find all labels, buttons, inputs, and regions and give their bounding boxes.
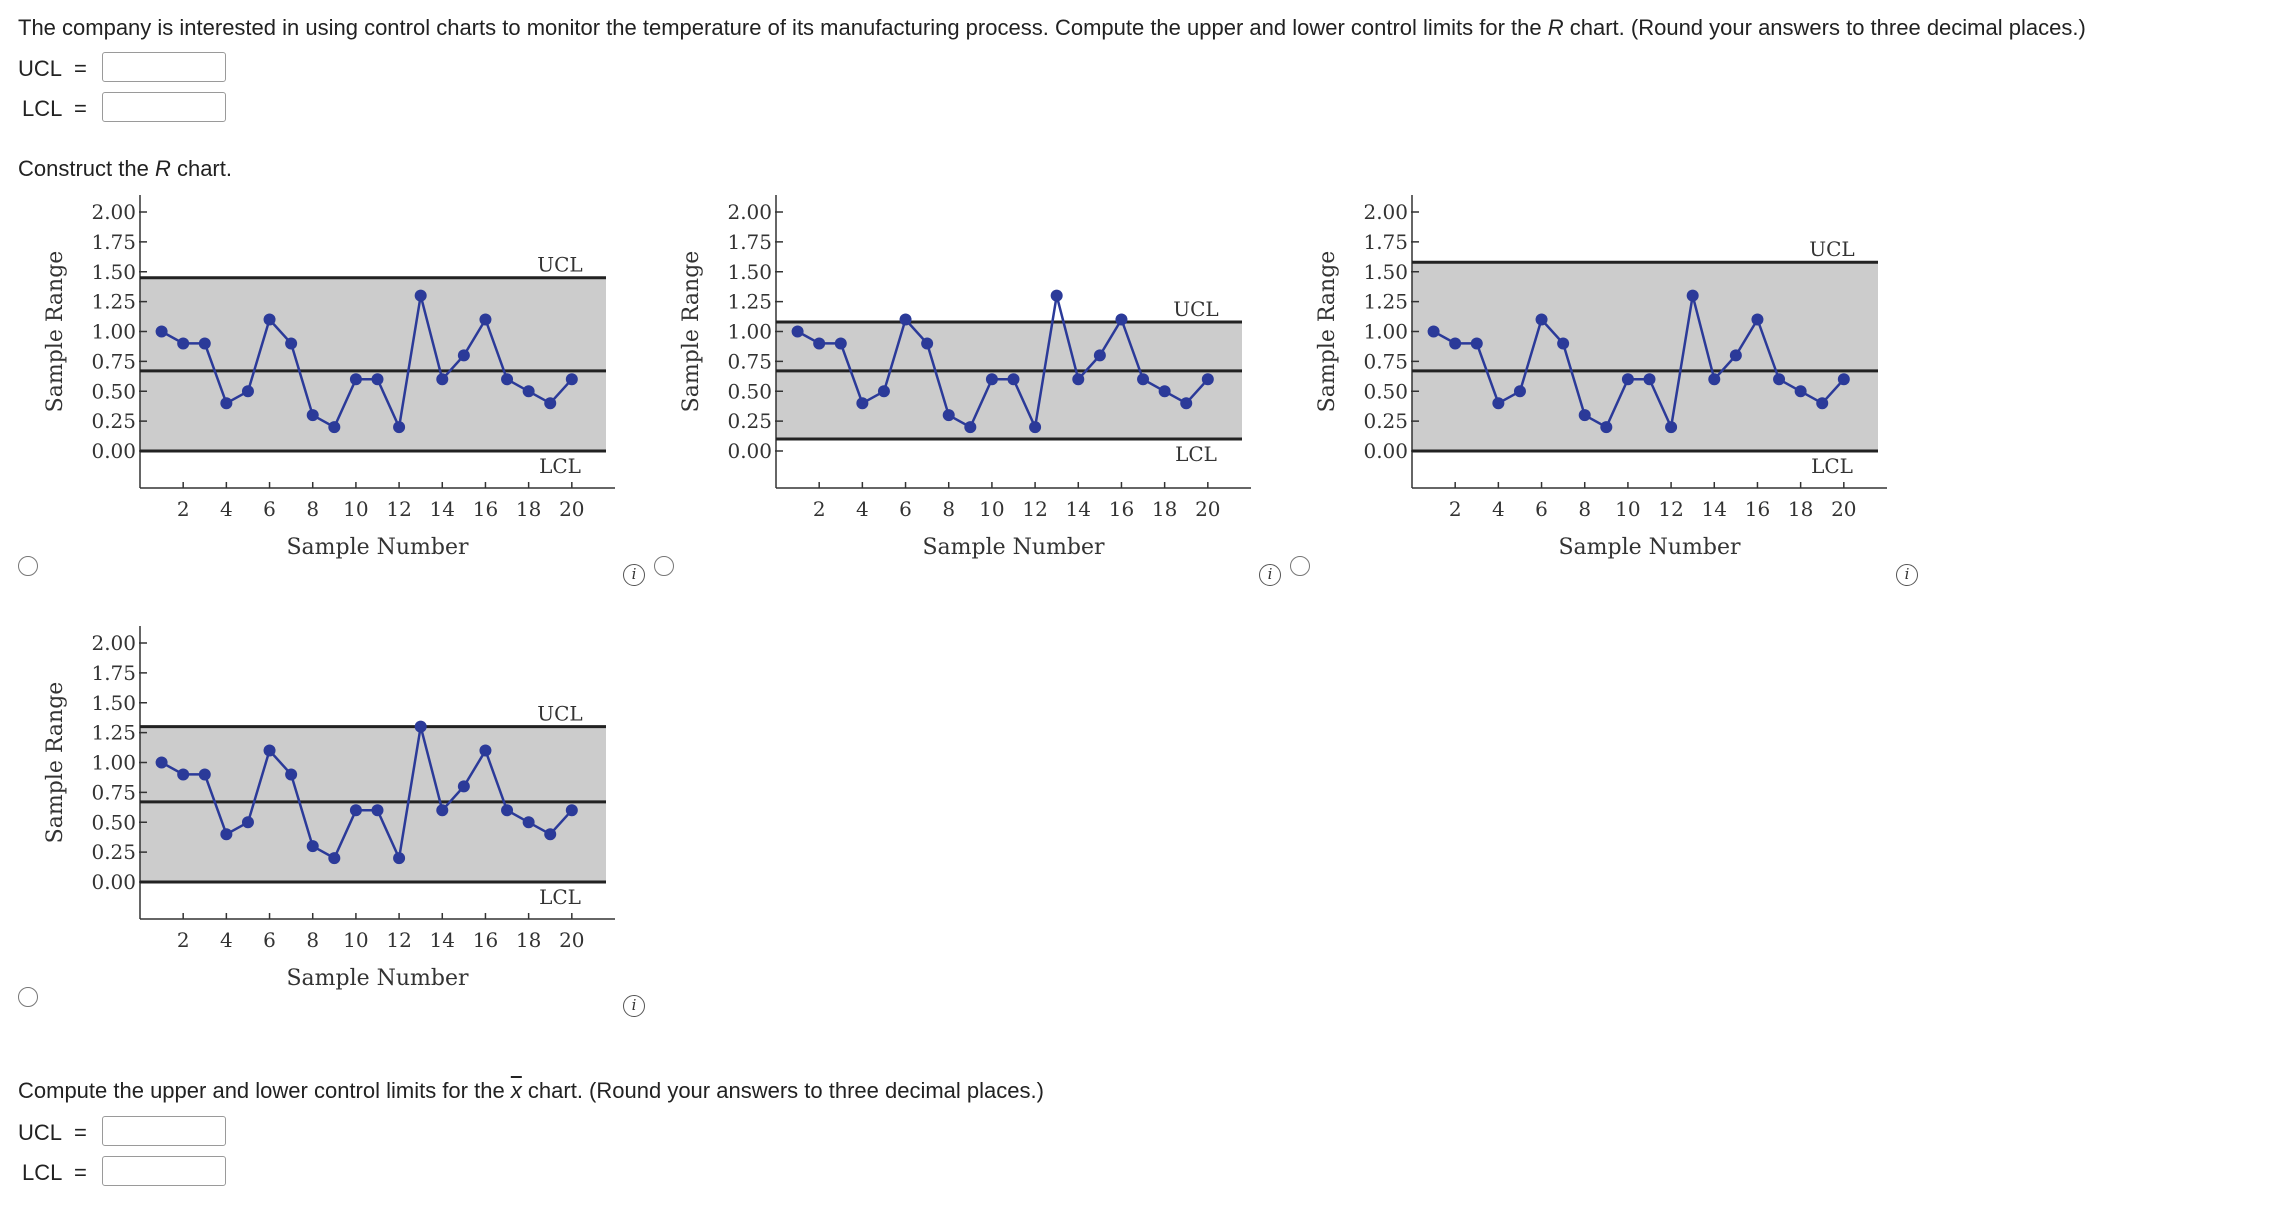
y-tick-label: 1.50 <box>1363 259 1408 284</box>
x-tick-label: 18 <box>515 497 542 521</box>
y-tick-label: 1.00 <box>1363 319 1408 344</box>
data-point <box>1536 314 1548 326</box>
rchart-option-2 <box>676 185 1266 580</box>
data-point <box>350 373 362 385</box>
y-tick-label: 1.25 <box>91 289 136 314</box>
data-point <box>199 768 211 780</box>
y-tick-label: 0.00 <box>727 439 772 463</box>
rchart-ucl-label: UCL <box>18 56 63 81</box>
y-tick-label: 1.00 <box>91 319 136 344</box>
x-tick-label: 10 <box>343 928 369 952</box>
rchart-lcl-label: LCL <box>22 96 63 121</box>
y-tick-label: 1.50 <box>91 259 136 284</box>
data-point <box>878 385 890 397</box>
y-tick-label: 2.00 <box>727 200 772 224</box>
x-tick-label: 16 <box>1744 497 1771 521</box>
data-point <box>1492 397 1504 409</box>
data-point <box>501 373 513 385</box>
lcl-label: LCL <box>1811 454 1853 478</box>
y-axis-label: Sample Range <box>679 250 704 413</box>
data-point <box>1687 290 1699 302</box>
x-tick-label: 20 <box>1195 497 1221 521</box>
data-point <box>1773 373 1785 385</box>
control-band <box>140 727 606 882</box>
y-tick-label: 1.25 <box>91 720 136 745</box>
y-tick-label: 1.75 <box>1363 229 1408 254</box>
data-point <box>177 337 189 349</box>
control-band <box>140 278 606 451</box>
rchart-option-4-radio[interactable] <box>18 987 38 1007</box>
data-point <box>566 373 578 385</box>
x-tick-label: 8 <box>942 497 956 521</box>
xbar-ucl-input[interactable] <box>102 1116 226 1146</box>
data-point <box>986 373 998 385</box>
data-point <box>242 816 254 828</box>
data-point <box>458 780 470 792</box>
y-tick-label: 1.50 <box>727 259 772 284</box>
data-point <box>479 745 491 757</box>
x-tick-label: 14 <box>1701 497 1727 521</box>
ucl-label: UCL <box>1809 237 1855 262</box>
x-tick-label: 8 <box>306 497 320 521</box>
y-tick-label: 0.00 <box>1363 439 1408 463</box>
data-point <box>900 314 912 326</box>
y-tick-label: 0.50 <box>727 379 772 404</box>
data-point <box>921 337 933 349</box>
y-tick-label: 0.50 <box>91 810 136 835</box>
x-axis-label: Sample Number <box>922 535 1105 560</box>
y-tick-label: 0.75 <box>1363 349 1408 374</box>
x-tick-label: 16 <box>472 928 499 952</box>
y-tick-label: 1.75 <box>91 229 136 254</box>
y-tick-label: 2.00 <box>1363 200 1408 224</box>
data-point <box>943 409 955 421</box>
info-icon[interactable]: i <box>1896 564 1918 586</box>
data-point <box>1137 373 1149 385</box>
x-tick-label: 2 <box>176 928 190 952</box>
ucl-label: UCL <box>537 701 583 726</box>
data-point <box>307 409 319 421</box>
x-tick-label: 4 <box>855 497 869 521</box>
data-point <box>1159 385 1171 397</box>
x-axis-label: Sample Number <box>1558 535 1741 560</box>
data-point <box>1751 314 1763 326</box>
y-tick-label: 0.75 <box>727 349 772 374</box>
x-tick-label: 14 <box>429 928 455 952</box>
data-point <box>792 326 804 338</box>
rchart-option-3-radio[interactable] <box>1290 556 1310 576</box>
data-point <box>242 385 254 397</box>
data-point <box>177 768 189 780</box>
x-tick-label: 18 <box>515 928 542 952</box>
x-tick-label: 10 <box>343 497 369 521</box>
rchart-ucl-input[interactable] <box>102 52 226 82</box>
y-axis-label: Sample Range <box>43 250 68 413</box>
data-point <box>1579 409 1591 421</box>
info-icon[interactable]: i <box>623 995 645 1017</box>
data-point <box>458 349 470 361</box>
rchart-option-3 <box>1312 185 1902 580</box>
data-point <box>415 721 427 733</box>
y-tick-label: 1.00 <box>91 750 136 775</box>
y-tick-label: 0.00 <box>91 439 136 463</box>
rchart-option-1-radio[interactable] <box>18 556 38 576</box>
x-tick-label: 4 <box>219 928 233 952</box>
x-tick-label: 10 <box>1615 497 1641 521</box>
rchart-lcl-equals: = <box>74 96 87 121</box>
x-tick-label: 18 <box>1787 497 1814 521</box>
data-point <box>1557 337 1569 349</box>
x-tick-label: 20 <box>559 928 585 952</box>
xbar-lcl-input[interactable] <box>102 1156 226 1186</box>
data-point <box>1008 373 1020 385</box>
y-tick-label: 0.25 <box>1363 409 1408 434</box>
data-point <box>393 852 405 864</box>
x-tick-label: 20 <box>559 497 585 521</box>
y-tick-label: 1.75 <box>91 660 136 685</box>
data-point <box>436 373 448 385</box>
y-tick-label: 1.00 <box>727 319 772 344</box>
data-point <box>566 804 578 816</box>
x-axis-label: Sample Number <box>286 535 469 560</box>
data-point <box>1471 337 1483 349</box>
data-point <box>393 421 405 433</box>
y-tick-label: 2.00 <box>91 200 136 224</box>
y-axis-label: Sample Range <box>1315 250 1340 413</box>
y-tick-label: 0.75 <box>91 349 136 374</box>
data-point <box>1795 385 1807 397</box>
data-point <box>1029 421 1041 433</box>
data-point <box>1665 421 1677 433</box>
data-point <box>964 421 976 433</box>
xbar-ucl-equals: = <box>74 1120 87 1145</box>
rchart-question-prompt: The company is interested in using control charts to monitor the temperature of its manufacturing process. Compute the upper and lower control limits for the R chart. (Round your answers to three decimal places.) <box>18 15 2086 40</box>
data-point <box>350 804 362 816</box>
data-point <box>156 757 168 769</box>
x-tick-label: 16 <box>1108 497 1135 521</box>
x-tick-label: 12 <box>386 928 412 952</box>
data-point <box>328 421 340 433</box>
rchart-option-1 <box>40 185 630 580</box>
data-point <box>372 804 384 816</box>
x-tick-label: 8 <box>1578 497 1592 521</box>
lcl-label: LCL <box>1175 442 1217 467</box>
x-tick-label: 2 <box>1448 497 1462 521</box>
rchart-option-2-radio[interactable] <box>654 556 674 576</box>
data-point <box>156 326 168 338</box>
data-point <box>1730 349 1742 361</box>
data-point <box>1428 326 1440 338</box>
data-point <box>856 397 868 409</box>
y-tick-label: 0.25 <box>91 840 136 865</box>
data-point <box>1708 373 1720 385</box>
x-tick-label: 12 <box>386 497 412 521</box>
data-point <box>1449 337 1461 349</box>
x-tick-label: 4 <box>1491 497 1505 521</box>
x-tick-label: 20 <box>1831 497 1857 521</box>
x-tick-label: 4 <box>219 497 233 521</box>
data-point <box>1051 290 1063 302</box>
y-tick-label: 0.25 <box>91 409 136 434</box>
data-point <box>523 816 535 828</box>
x-tick-label: 6 <box>1535 497 1548 521</box>
data-point <box>264 314 276 326</box>
data-point <box>264 745 276 757</box>
data-point <box>1622 373 1634 385</box>
data-point <box>199 337 211 349</box>
data-point <box>285 337 297 349</box>
x-tick-label: 12 <box>1022 497 1048 521</box>
data-point <box>479 314 491 326</box>
data-point <box>220 397 232 409</box>
data-point <box>1600 421 1612 433</box>
ucl-label: UCL <box>1173 296 1219 321</box>
x-tick-label: 2 <box>812 497 826 521</box>
y-tick-label: 2.00 <box>91 631 136 655</box>
data-point <box>813 337 825 349</box>
data-point <box>436 804 448 816</box>
data-point <box>220 828 232 840</box>
x-tick-label: 6 <box>899 497 912 521</box>
x-tick-label: 6 <box>263 928 276 952</box>
data-point <box>1816 397 1828 409</box>
rchart-lcl-input[interactable] <box>102 92 226 122</box>
data-point <box>835 337 847 349</box>
data-point <box>523 385 535 397</box>
x-tick-label: 8 <box>306 928 320 952</box>
info-icon[interactable]: i <box>623 564 645 586</box>
data-point <box>1514 385 1526 397</box>
y-axis-label: Sample Range <box>43 681 68 844</box>
x-tick-label: 14 <box>429 497 455 521</box>
y-tick-label: 1.50 <box>91 690 136 715</box>
lcl-label: LCL <box>539 454 581 478</box>
data-point <box>285 768 297 780</box>
x-tick-label: 18 <box>1151 497 1178 521</box>
y-tick-label: 0.50 <box>91 379 136 404</box>
x-tick-label: 10 <box>979 497 1005 521</box>
xbar-lcl-equals: = <box>74 1160 87 1185</box>
x-axis-label: Sample Number <box>286 966 469 991</box>
rchart-option-4 <box>40 616 630 1011</box>
xbar-ucl-label: UCL <box>18 1120 63 1145</box>
data-point <box>1838 373 1850 385</box>
data-point <box>1202 373 1214 385</box>
rchart-ucl-equals: = <box>74 56 87 81</box>
data-point <box>501 804 513 816</box>
xbar-lcl-label: LCL <box>22 1160 63 1185</box>
xbar-question-prompt: Compute the upper and lower control limits for the $\overline{x}$ chart. (Round your answers to three decimal places.) <box>18 1078 1044 1103</box>
lcl-label: LCL <box>539 885 581 909</box>
y-tick-label: 1.25 <box>727 289 772 314</box>
x-tick-label: 2 <box>176 497 190 521</box>
data-point <box>307 840 319 852</box>
construct-rchart-prompt: Construct the R chart. <box>18 156 232 181</box>
data-point <box>372 373 384 385</box>
y-tick-label: 0.25 <box>727 409 772 434</box>
data-point <box>544 828 556 840</box>
y-tick-label: 1.75 <box>727 229 772 254</box>
y-tick-label: 1.25 <box>1363 289 1408 314</box>
y-tick-label: 0.00 <box>91 870 136 894</box>
y-tick-label: 0.50 <box>1363 379 1408 404</box>
data-point <box>1180 397 1192 409</box>
data-point <box>544 397 556 409</box>
info-icon[interactable]: i <box>1259 564 1281 586</box>
data-point <box>1094 349 1106 361</box>
data-point <box>1072 373 1084 385</box>
x-tick-label: 14 <box>1065 497 1091 521</box>
data-point <box>328 852 340 864</box>
x-tick-label: 12 <box>1658 497 1684 521</box>
data-point <box>1115 314 1127 326</box>
y-tick-label: 0.75 <box>91 780 136 805</box>
x-tick-label: 16 <box>472 497 499 521</box>
x-tick-label: 6 <box>263 497 276 521</box>
data-point <box>1644 373 1656 385</box>
data-point <box>415 290 427 302</box>
ucl-label: UCL <box>537 252 583 277</box>
